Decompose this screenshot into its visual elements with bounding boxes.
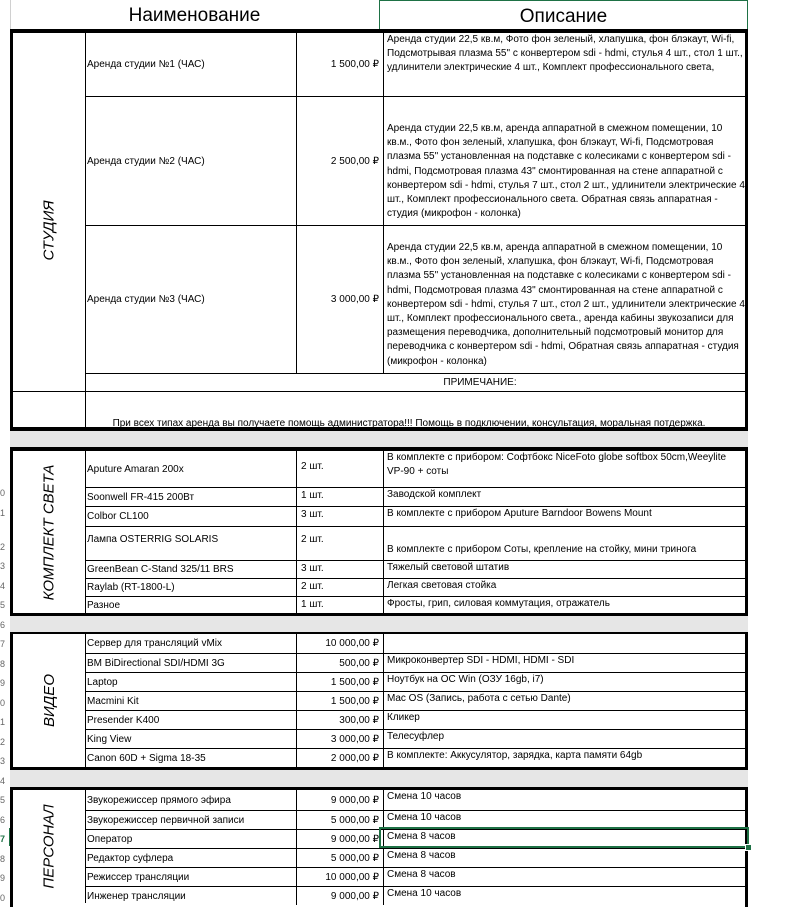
- item-name: Aputure Amaran 200x: [87, 463, 184, 475]
- fill-handle[interactable]: [745, 844, 752, 851]
- section-separator: [10, 616, 748, 633]
- light-section: [10, 447, 748, 616]
- table-row[interactable]: [85, 33, 745, 96]
- header-name[interactable]: Наименование: [128, 5, 261, 26]
- note-label: ПРИМЕЧАНИЕ:: [443, 377, 517, 388]
- item-price: 2 000,00 ₽: [296, 749, 383, 767]
- section-separator: [10, 770, 748, 788]
- item-description: Смена 8 часов: [383, 849, 745, 867]
- item-name: King View: [87, 733, 132, 745]
- video-category-label: ВИДЕО: [40, 674, 58, 727]
- item-name: Сервер для трансляций vMix: [87, 638, 223, 649]
- item-description: Аренда студии 22,5 кв.м, Фото фон зеленый, хлапушка, фон блэкаут, Wi-fi, Подсмотрывая плазма 55" с конвертером sdi - hdmi, стулья 4 шт., стол 1 шт., удлинители электрические 4 шт., Комплект профессионального света,: [383, 33, 745, 96]
- item-price: 5 000,00 ₽: [296, 849, 383, 867]
- video-section: [10, 632, 748, 770]
- table-row[interactable]: [85, 848, 745, 867]
- item-quantity: 3 шт.: [296, 561, 383, 578]
- row-number[interactable]: 8: [0, 659, 6, 669]
- item-price: 1 500,00 ₽: [296, 33, 383, 96]
- item-description: Микроконвертер SDI - HDMI, HDMI - SDI: [383, 654, 745, 672]
- note-label-row[interactable]: [85, 373, 745, 391]
- item-name: Raylab (RT-1800-L): [87, 582, 175, 593]
- header-description-cell[interactable]: [379, 0, 748, 30]
- light-category-cell[interactable]: [13, 451, 86, 613]
- staff-category-label: ПЕРСОНАЛ: [40, 804, 58, 889]
- item-price: 10 000,00 ₽: [296, 634, 383, 653]
- row-number[interactable]: 2: [0, 737, 6, 747]
- item-name: Аренда студии №1 (ЧАС): [87, 59, 205, 70]
- row-number[interactable]: 2: [0, 542, 6, 552]
- item-description: Смена 8 часов: [383, 868, 745, 886]
- item-price: 2 500,00 ₽: [296, 97, 383, 225]
- table-row[interactable]: [85, 487, 745, 506]
- note-text-row[interactable]: [13, 391, 745, 427]
- item-quantity: 3 шт.: [296, 507, 383, 526]
- item-price: 9 000,00 ₽: [296, 790, 383, 810]
- item-price: 300,00 ₽: [296, 711, 383, 729]
- row-number[interactable]: 6: [0, 620, 6, 630]
- staff-category-cell[interactable]: [13, 790, 86, 903]
- light-category-label: КОМПЛЕКТ СВЕТА: [40, 464, 58, 600]
- table-row[interactable]: [85, 729, 745, 748]
- item-name: Canon 60D + Sigma 18-35: [87, 752, 206, 764]
- row-number[interactable]: 0: [0, 698, 6, 708]
- row-number[interactable]: 4: [0, 581, 6, 591]
- item-description: Mac OS (Запись, работа с сетью Dante): [383, 692, 745, 710]
- table-row[interactable]: [85, 867, 745, 886]
- item-price: 9 000,00 ₽: [296, 887, 383, 905]
- item-price: 500,00 ₽: [296, 654, 383, 672]
- item-name: Звукорежиссер первичной записи: [87, 814, 245, 826]
- studio-category-cell[interactable]: [13, 33, 86, 427]
- item-name: Лампа OSTERRIG SOLARIS: [87, 534, 219, 545]
- item-description: Смена 8 часов: [383, 830, 745, 848]
- table-row[interactable]: [85, 96, 745, 225]
- table-row[interactable]: [85, 653, 745, 672]
- item-name: Macmini Kit: [87, 695, 139, 707]
- table-row[interactable]: [85, 672, 745, 691]
- item-quantity: 1 шт.: [296, 488, 383, 506]
- table-row[interactable]: [85, 634, 745, 653]
- table-row[interactable]: [85, 790, 745, 810]
- item-description: Телесуфлер: [383, 730, 745, 748]
- item-quantity: 2 шт.: [296, 527, 383, 560]
- item-name: Инженер трансляции: [87, 890, 186, 902]
- row-number[interactable]: 1: [0, 717, 6, 727]
- row-number[interactable]: 0: [0, 488, 6, 498]
- table-row[interactable]: [85, 748, 745, 767]
- note-text: При всех типах аренда вы получаете помощь администратора!!! Помощь в подключении, консультация, моральная потдержка.: [112, 418, 706, 427]
- item-description: В комплекте с прибором Aputure Barndoor Bowens Mount: [383, 507, 745, 526]
- item-description: Ноутбук на ОС Win (ОЗУ 16gb, i7): [383, 673, 745, 691]
- item-description: В комплекте с прибором Соты, крепление на стойку, мини тринога: [383, 527, 745, 560]
- item-price: 5 000,00 ₽: [296, 811, 383, 829]
- video-category-cell[interactable]: [13, 634, 86, 767]
- table-row[interactable]: [85, 596, 745, 613]
- table-row[interactable]: [85, 225, 745, 373]
- table-row[interactable]: [85, 451, 745, 487]
- item-name: Laptop: [87, 676, 118, 688]
- row-number[interactable]: 7: [0, 639, 6, 649]
- item-description: Смена 10 часов: [383, 811, 745, 829]
- item-description: Фросты, грип, силовая коммутация, отражатель: [383, 597, 745, 613]
- item-price: 1 500,00 ₽: [296, 692, 383, 710]
- row-number[interactable]: 9: [0, 873, 6, 883]
- table-row[interactable]: [85, 578, 745, 596]
- item-name: Colbor CL100: [87, 511, 149, 522]
- item-name: Presender K400: [87, 714, 160, 726]
- item-name: Режиссер трансляции: [87, 871, 190, 883]
- item-description: Легкая световая стойка: [383, 579, 745, 596]
- item-description: Кликер: [383, 711, 745, 729]
- row-number[interactable]: 1: [0, 508, 6, 518]
- row-number[interactable]: 4: [0, 776, 6, 786]
- header-description: Описание: [519, 6, 608, 27]
- item-description: Аренда студии 22,5 кв.м, аренда аппаратной в смежном помещении, 10 кв.м., Фото фон зеленый, хлапушка, фон блэкаут, Wi-fi, Подсмотровая плазма 55" установленная на подставке с колесиками с конвертером sdi - hdmi, Подсмотровая плазма 43" смонтированная на стене аппаратной с конвертером sdi - hdmi, стулья 7 шт., стол 2 шт., удлинители электрические 4 шт., Комплект профессионального света. Обратная связь аппаратная - студия (микрофон - колонка): [383, 97, 745, 225]
- studio-section: [10, 29, 748, 431]
- table-row[interactable]: [85, 526, 745, 560]
- item-description: Тяжелый световой штатив: [383, 561, 745, 578]
- row-number[interactable]: 0: [0, 893, 6, 903]
- item-description: Смена 10 часов: [383, 887, 745, 905]
- item-name: Аренда студии №3 (ЧАС): [87, 294, 205, 305]
- item-name: Редактор суфлера: [87, 852, 174, 864]
- item-name: Разное: [87, 599, 121, 611]
- item-name: Аренда студии №2 (ЧАС): [87, 155, 205, 167]
- item-quantity: 2 шт.: [296, 579, 383, 596]
- item-description: В комплекте: Аккусулятор, зарядка, карта памяти 64gb: [383, 749, 745, 767]
- active-cell-selection[interactable]: [379, 827, 749, 848]
- table-row[interactable]: [85, 691, 745, 710]
- item-description: [383, 634, 745, 653]
- item-description: В комплекте с прибором: Софтбокс NiceFoto globe softbox 50cm,Weeylite VP-90 + соты: [383, 451, 745, 487]
- item-name: BM BiDirectional SDI/HDMI 3G: [87, 657, 225, 669]
- item-price: 3 000,00 ₽: [296, 730, 383, 748]
- item-name: Soonwell FR-415 200Вт: [87, 491, 195, 503]
- row-number[interactable]: 5: [0, 795, 6, 805]
- item-description: Заводской комплект: [383, 488, 745, 506]
- row-number[interactable]: 9: [0, 678, 6, 688]
- table-row[interactable]: [85, 886, 745, 905]
- item-name: Оператор: [87, 833, 133, 845]
- item-description: Смена 10 часов: [383, 790, 745, 810]
- row-number[interactable]: 3: [0, 756, 6, 766]
- row-number-selected[interactable]: 7: [0, 834, 6, 844]
- item-description: Аренда студии 22,5 кв.м, аренда аппаратной в смежном помещении, 10 кв.м., Фото фон зеленый, хлапушка, фон блэкаут, Wi-fi, Подсмотровая плазма 55" установленная на подставке с колесиками с конвертером sdi - hdmi, Подсмотровая плазма 43" смонтированная на стене аппаратной с конвертером sdi - hdmi, стулья 7 шт., стол 2 шт., удлинители электрические 4 шт., Комплект профессионального света., аренда кабины звукозаписи для размещения переводчика, дополнительный подсмотровый монитор для переводчика с конвертером sdi - hdmi, Обратная связь аппаратная - студия (микрофон - колонка): [383, 226, 745, 373]
- item-quantity: 1 шт.: [296, 597, 383, 613]
- item-name: GreenBean C-Stand 325/11 BRS: [87, 564, 234, 575]
- table-row[interactable]: [85, 506, 745, 526]
- studio-category-label: СТУДИЯ: [40, 199, 58, 261]
- item-price: 9 000,00 ₽: [296, 830, 383, 848]
- item-price: 1 500,00 ₽: [296, 673, 383, 691]
- item-price: 3 000,00 ₽: [296, 226, 383, 373]
- row-number[interactable]: 8: [0, 854, 6, 864]
- table-row[interactable]: [85, 560, 745, 578]
- table-row[interactable]: [85, 710, 745, 729]
- item-quantity: 2 шт.: [296, 451, 383, 487]
- row-number[interactable]: 3: [0, 561, 6, 571]
- row-number[interactable]: 5: [0, 600, 6, 610]
- row-number[interactable]: 6: [0, 815, 6, 825]
- item-price: 10 000,00 ₽: [296, 868, 383, 886]
- item-name: Звукорежиссер прямого эфира: [87, 794, 231, 806]
